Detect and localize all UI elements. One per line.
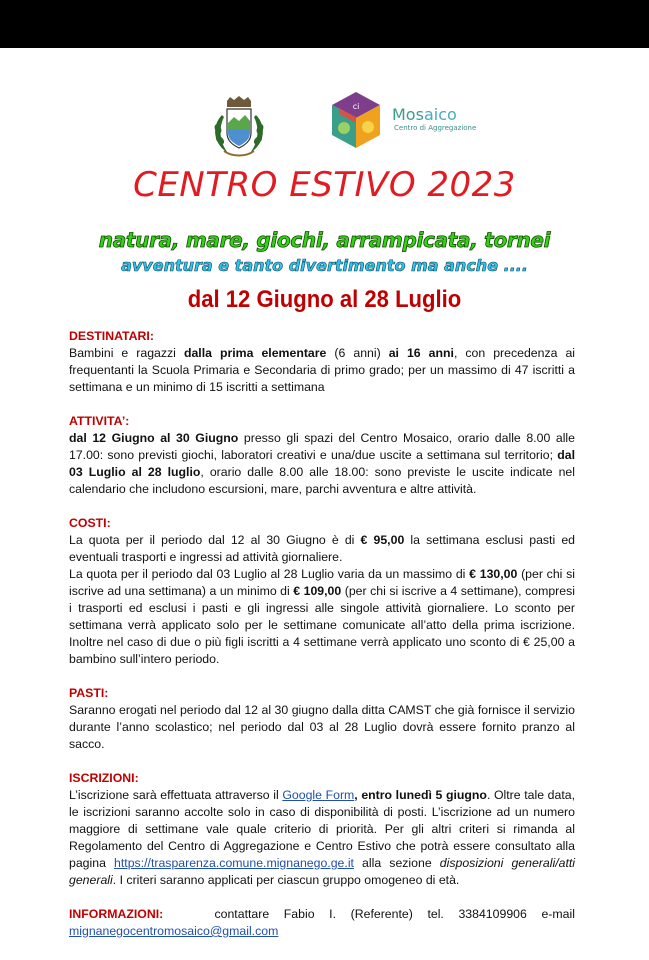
flyer-body (69, 328, 575, 940)
svg-text:ci: ci (352, 102, 360, 111)
destinatari-heading: DESTINATARI: (69, 329, 154, 343)
page-title: CENTRO ESTIVO 2023 (133, 165, 516, 205)
attivita-text: dal 12 Giugno al 30 Giugno presso gli spazi del Centro Mosaico, orario dalle 8.00 alle 17.00: sono previsti giochi, laboratori creativi e una/due uscite a settimana sul territorio; dal 03 Luglio al 28 luglio, orario dalle 8.00 alle 18.00: sono previste le uscite indicate nel calendario che includono escursioni, mare, parchi avventura e altre attività. (69, 431, 575, 496)
costi-text-1: La quota per il periodo dal 12 al 30 Giugno è di € 95,00 la settimana esclusi pasti ed eventuali trasporti e ingressi ad attività giornaliere. (69, 533, 575, 564)
date-range: dal 12 Giugno al 28 Luglio (187, 286, 462, 313)
iscrizioni-heading: ISCRIZIONI: (69, 771, 139, 785)
pasti-text: Saranno erogati nel periodo dal 12 al 30 giugno dalla ditta CAMST che già fornisce il servizio durante l’anno scolastico; nel periodo dal 03 al 28 Luglio dovrà essere fornito pranzo al sacco. (69, 703, 575, 751)
tagline-primary: natura, mare, giochi, arrampicata, tornei (98, 228, 551, 252)
google-form-link[interactable]: Google Form (282, 788, 355, 802)
tagline-secondary: avventura e tanto divertimento ma anche .... (121, 256, 528, 275)
informazioni-heading: INFORMAZIONI: (69, 907, 164, 921)
email-link[interactable]: mignanegocentromosaico@gmail.com (69, 924, 279, 938)
mosaico-subtitle: Centro di Aggregazione (394, 124, 477, 132)
mosaico-cube-logo (328, 90, 384, 150)
iscrizioni-text: L’iscrizione sarà effettuata attraverso il Google Form, entro lunedì 5 giugno. Oltre tale data, le iscrizioni saranno accolte solo in caso di disponibilità di posti. L’iscrizione ad un numero maggiore di settimane vale quale criterio di priorità. Per gli altri criteri si rimanda al Regolamento del Centro di Aggregazione e Centro Estivo che potrà essere consultato alla pagina https://trasparenza.comune.mignanego.ge.it alla sezione disposizioni generali/atti generali. I criteri saranno applicati per ciascun gruppo omogeneo di età. (69, 788, 576, 887)
phone-number: 3384109906 (458, 907, 527, 921)
costi-heading: COSTI: (69, 516, 111, 530)
pasti-heading: PASTI: (69, 686, 109, 700)
costi-text-2: La quota per il periodo dal 03 Luglio al 28 Luglio varia da un massimo di € 130,00 (per chi si iscrive ad una settimana) a un minimo di € 109,00 (per chi si iscrive a 4 settimane), compresi i trasporti ed esclusi i pasti e gli ingressi alle singole attività giornaliere. Lo sconto per settimana verrà applicato solo per le settimane comunicate all’atto della prima iscrizione. Inoltre nel caso di due o più figli iscritti a 4 settimane verrà applicato uno sconto di € 25,00 a bambino sull’intero periodo. (69, 567, 576, 666)
destinatari-text: Bambini e ragazzi dalla prima elementare (6 anni) ai 16 anni, con precedenza ai frequentanti la Scuola Primaria e Secondaria di primo grado; per un massimo di 47 iscritti a settimana e un minimo di 15 iscritti a settimana (69, 346, 576, 394)
trasparenza-link[interactable]: https://trasparenza.comune.mignanego.ge.it (114, 856, 354, 870)
top-black-bar (0, 0, 649, 48)
attivita-heading: ATTIVITA’: (69, 414, 130, 428)
municipal-crest-logo (210, 95, 268, 160)
informazioni-line: INFORMAZIONI: contattare Fabio I. (Referente) tel. 3384109906 e-mail (69, 907, 575, 921)
mosaico-name: Mosaico (392, 105, 457, 124)
